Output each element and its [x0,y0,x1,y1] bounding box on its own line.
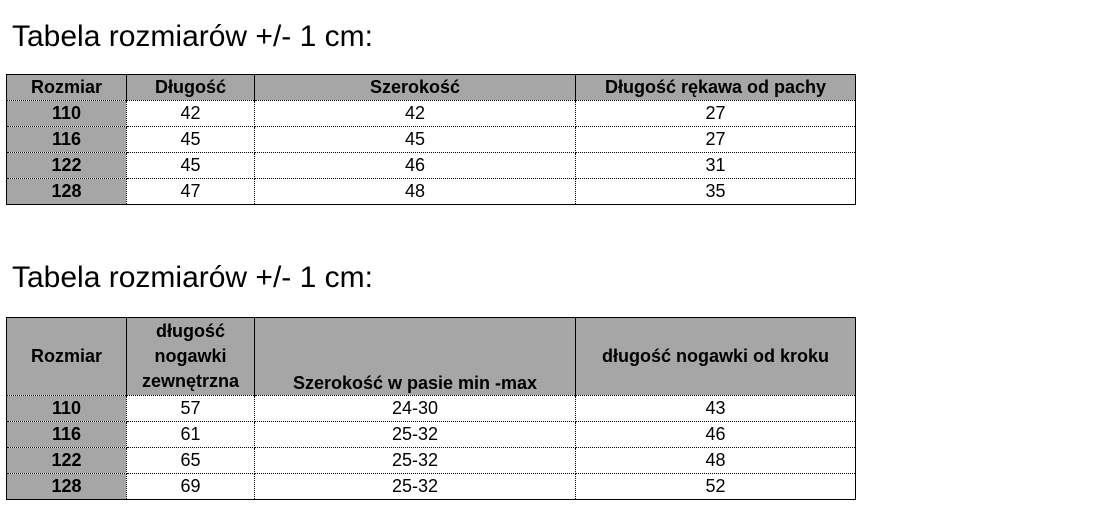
size-cell: 116 [7,127,127,153]
table-row [7,396,856,422]
table-row [7,153,856,179]
length-cell: 45 [127,153,255,179]
size-cell: 110 [7,101,127,127]
header-dlugosc-rekawa: Długość rękawa od pachy [576,75,856,101]
size-cell: 122 [7,153,127,179]
length-cell: 47 [127,179,255,205]
header-dlugosc-nogawki-od-kroku: długość nogawki od kroku [576,318,856,396]
waist-width-cell: 25-32 [255,422,576,448]
waist-width-cell: 24-30 [255,396,576,422]
header-rozmiar: Rozmiar [7,318,127,396]
table-row [7,101,856,127]
sleeve-length-cell: 35 [576,179,856,205]
sleeve-length-cell: 27 [576,101,856,127]
sleeve-length-cell: 31 [576,153,856,179]
size-table-2-title: Tabela rozmiarów +/- 1 cm: [12,261,373,294]
table-row [7,474,856,500]
length-cell: 45 [127,127,255,153]
table-header-row [7,318,856,396]
width-cell: 46 [255,153,576,179]
size-cell: 128 [7,474,127,500]
sleeve-length-cell: 27 [576,127,856,153]
inseam-length-cell: 43 [576,396,856,422]
size-cell: 122 [7,448,127,474]
length-cell: 42 [127,101,255,127]
table-row [7,448,856,474]
header-szerokosc: Szerokość [255,75,576,101]
size-table-1-title: Tabela rozmiarów +/- 1 cm: [12,20,373,53]
outer-leg-length-cell: 69 [127,474,255,500]
outer-leg-length-cell: 65 [127,448,255,474]
table-row [7,179,856,205]
inseam-length-cell: 52 [576,474,856,500]
size-cell: 128 [7,179,127,205]
waist-width-cell: 25-32 [255,448,576,474]
width-cell: 42 [255,101,576,127]
outer-leg-length-cell: 61 [127,422,255,448]
header-szerokosc-w-pasie: Szerokość w pasie min -max [255,318,576,396]
table-row [7,422,856,448]
size-table-shirt [6,74,856,205]
waist-width-cell: 25-32 [255,474,576,500]
size-cell: 110 [7,396,127,422]
inseam-length-cell: 46 [576,422,856,448]
outer-leg-length-cell: 57 [127,396,255,422]
header-rozmiar: Rozmiar [7,75,127,101]
size-cell: 116 [7,422,127,448]
header-dlugosc-nogawki-zewnetrzna: długość nogawki zewnętrzna [127,318,255,396]
table-header-row [7,75,856,101]
inseam-length-cell: 48 [576,448,856,474]
size-table-trousers [6,317,856,500]
header-dlugosc: Długość [127,75,255,101]
table-row [7,127,856,153]
width-cell: 48 [255,179,576,205]
width-cell: 45 [255,127,576,153]
